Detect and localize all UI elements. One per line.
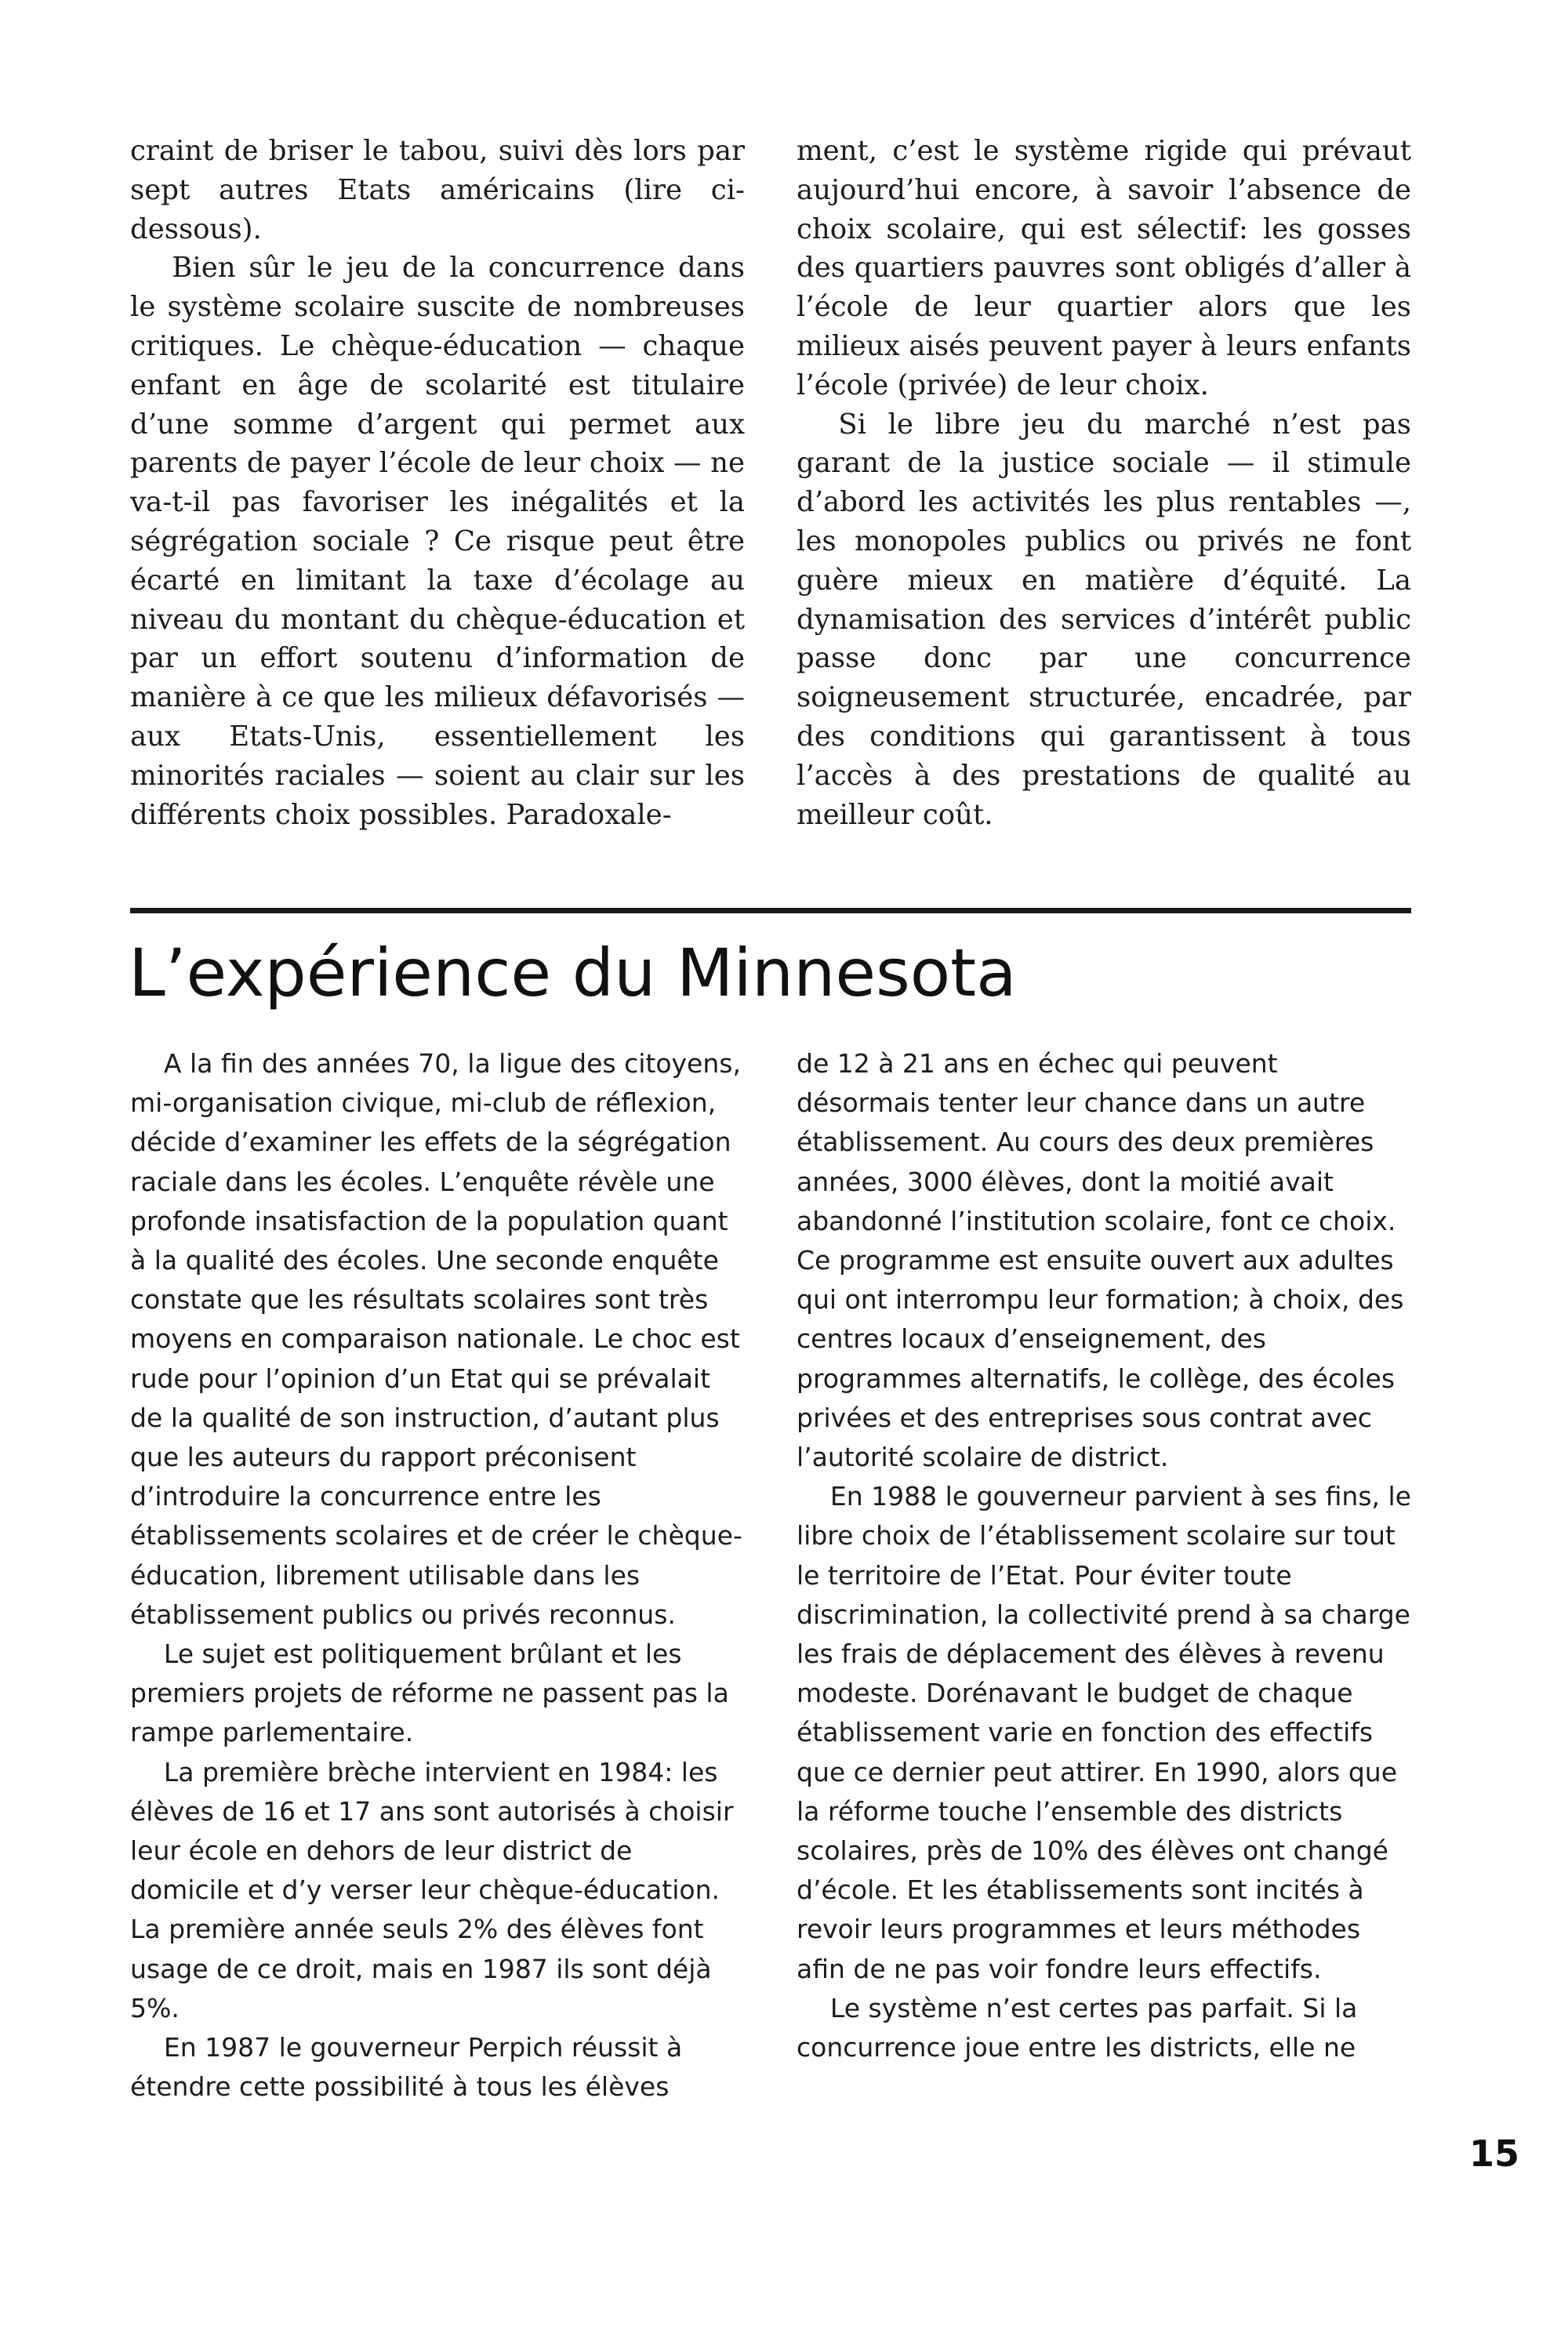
section-title: L’expérience du Minnesota (129, 934, 1017, 1011)
box-column-right (797, 1044, 1416, 2067)
box-paragraph: La première brèche intervient en 1984: les élèves de 16 et 17 ans sont autorisés à choisir leur école en dehors de leur district de domicile et d’y verser leur chèque-éducation. La première année seuls 2% des élèves font usage de ce droit, mais en 1987 ils sont déjà 5%. (130, 1756, 734, 2023)
box-paragraph: A la fin des années 70, la ligue des citoyens, mi-organisation civique, mi-club de réflexion, décide d’examiner les effets de la ségrégation raciale dans les écoles. L’enquête révèle une profonde insatisfaction de la population quant à la qualité des écoles. Une seconde enquête constate que les résultats scolaires sont très moyens en comparaison nationale. Le choc est rude pour l’opinion d’un Etat qui se prévalait de la qualité de son instruction, d’autant plus que les auteurs du rapport préconisent d’introduire la concurrence entre les établissements scolaires et de créer le chèque-éducation, librement utilisable dans les établissement publics ou privés reconnus. (130, 1048, 742, 1630)
article-column-left (130, 132, 745, 834)
box-paragraph: En 1987 le gouverneur Perpich réussit à étendre cette possibilité à tous les élèves (130, 2032, 683, 2103)
article-paragraph: craint de briser le tabou, suivi dès lors par sept autres Etats américains (lire ci-dessous). (130, 135, 745, 245)
article-column-right (797, 132, 1411, 834)
box-paragraph: Le système n’est certes pas parfait. Si la concurrence joue entre les districts, elle ne (797, 1992, 1358, 2063)
section-divider (130, 908, 1411, 913)
box-paragraph: Le sujet est politiquement brûlant et les premiers projets de réforme ne passent pas la rampe parlementaire. (130, 1639, 729, 1748)
box-paragraph: En 1988 le gouverneur parvient à ses fins, le libre choix de l’établissement scolaire sur tout le territoire de l’Etat. Pour éviter toute discrimination, la collectivité prend à sa charge les frais de déplacement des élèves à revenu modeste. Dorénavant le budget de chaque établissement varie en fonction des effectifs que ce dernier peut attirer. En 1990, alors que la réforme touche l’ensemble des districts scolaires, près de 10% des élèves ont changé d’école. Et les établissements sont incités à revoir leurs programmes et leurs méthodes afin de ne pas voir fondre leurs effectifs. (797, 1481, 1411, 1984)
box-paragraph: de 12 à 21 ans en échec qui peuvent désormais tenter leur chance dans un autre établissement. Au cours des deux premières années, 3000 élèves, dont la moitié avait abandonné l’institution scolaire, font ce choix. Ce programme est ensuite ouvert aux adultes qui ont interrompu leur formation; à choix, des centres locaux d’enseignement, des programmes alternatifs, le collège, des écoles privées et des entreprises sous contrat avec l’autorité scolaire de district. (797, 1048, 1404, 1473)
article-paragraph: ment, c’est le système rigide qui prévaut aujourd’hui encore, à savoir l’absence de choix scolaire, qui est sélectif: les gosses des quartiers pauvres sont obligés d’aller à l’école de leur quartier alors que les milieux aisés peuvent payer à leurs enfants l’école (privée) de leur choix. (797, 135, 1411, 401)
box-column-left (130, 1044, 750, 2107)
article-paragraph: Si le libre jeu du marché n’est pas garant de la justice sociale — il stimule d’abord les activités les plus rentables —, les monopoles publics ou privés ne font guère mieux en matière d’équité. La dynamisation des services d’intérêt public passe donc par une concurrence soigneusement structurée, encadrée, par des conditions qui garantissent à tous l’accès à des prestations de qualité au meilleur coût. (797, 408, 1411, 831)
article-paragraph: Bien sûr le jeu de la concurrence dans le système scolaire suscite de nombreuses critiques. Le chèque-éducation — chaque enfant en âge de scolarité est titulaire d’une somme d’argent qui permet aux parents de payer l’école de leur choix — ne va-t-il pas favoriser les inégalités et la ségrégation sociale ? Ce risque peut être écarté en limitant la taxe d’écolage au niveau du montant du chèque-éducation et par un effort soutenu d’information de manière à ce que les milieux défavorisés — aux Etats-Unis, essentiellement les minorités raciales — soient au clair sur les différents choix possibles. Paradoxale- (130, 252, 745, 831)
page-number: 15 (1469, 2132, 1520, 2175)
